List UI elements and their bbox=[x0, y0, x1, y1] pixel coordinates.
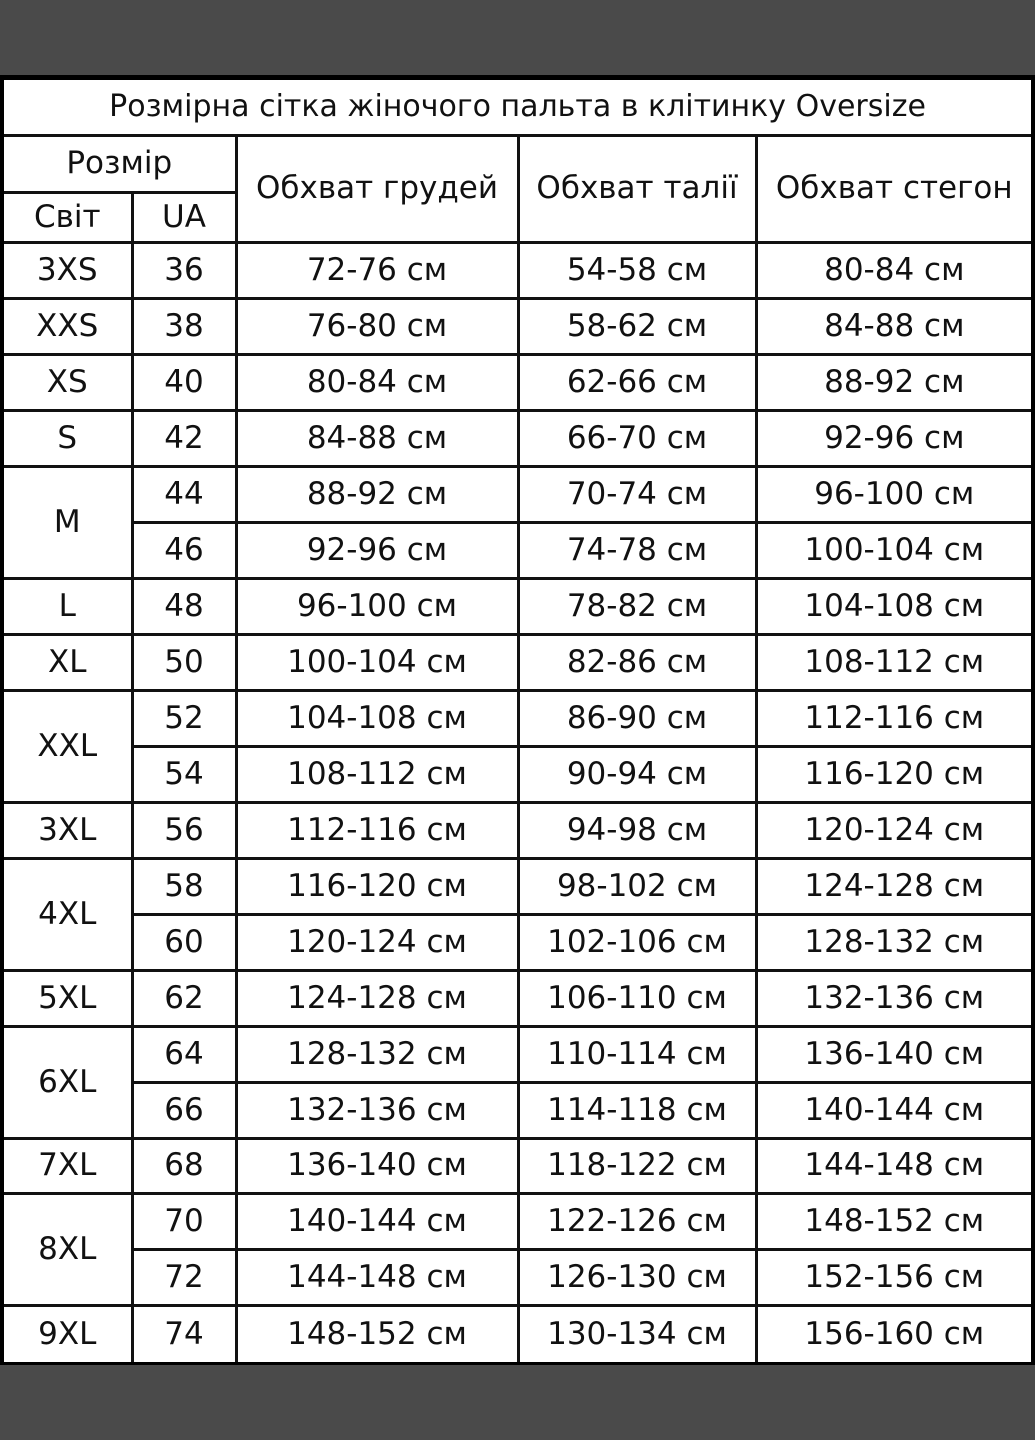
cell-waist: 130-134 см bbox=[518, 1306, 756, 1362]
size-chart-frame bbox=[0, 75, 1035, 1365]
cell-hips: 128-132 см bbox=[756, 914, 1031, 970]
cell-chest: 96-100 см bbox=[236, 578, 518, 634]
size-chart-table bbox=[4, 80, 1031, 1362]
cell-ua-size: 72 bbox=[132, 1250, 236, 1306]
cell-ua-size: 44 bbox=[132, 466, 236, 522]
cell-world-size: 4XL bbox=[4, 858, 132, 970]
header-chest: Обхват грудей bbox=[236, 135, 518, 242]
cell-hips: 120-124 см bbox=[756, 802, 1031, 858]
cell-hips: 140-144 см bbox=[756, 1082, 1031, 1138]
table-row bbox=[4, 970, 1031, 1026]
cell-waist: 126-130 см bbox=[518, 1250, 756, 1306]
cell-ua-size: 54 bbox=[132, 746, 236, 802]
cell-ua-size: 38 bbox=[132, 298, 236, 354]
cell-world-size: L bbox=[4, 578, 132, 634]
header-waist: Обхват талії bbox=[518, 135, 756, 242]
cell-chest: 112-116 см bbox=[236, 802, 518, 858]
cell-ua-size: 42 bbox=[132, 410, 236, 466]
cell-hips: 100-104 см bbox=[756, 522, 1031, 578]
cell-waist: 82-86 см bbox=[518, 634, 756, 690]
cell-world-size: 9XL bbox=[4, 1306, 132, 1362]
cell-hips: 96-100 см bbox=[756, 466, 1031, 522]
cell-world-size: S bbox=[4, 410, 132, 466]
cell-ua-size: 36 bbox=[132, 243, 236, 299]
cell-chest: 108-112 см bbox=[236, 746, 518, 802]
cell-hips: 148-152 см bbox=[756, 1194, 1031, 1250]
cell-ua-size: 56 bbox=[132, 802, 236, 858]
cell-hips: 108-112 см bbox=[756, 634, 1031, 690]
cell-ua-size: 50 bbox=[132, 634, 236, 690]
cell-chest: 140-144 см bbox=[236, 1194, 518, 1250]
cell-waist: 90-94 см bbox=[518, 746, 756, 802]
cell-chest: 124-128 см bbox=[236, 970, 518, 1026]
cell-chest: 80-84 см bbox=[236, 354, 518, 410]
table-row bbox=[4, 1194, 1031, 1250]
table-row bbox=[4, 914, 1031, 970]
cell-waist: 114-118 см bbox=[518, 1082, 756, 1138]
cell-waist: 98-102 см bbox=[518, 858, 756, 914]
cell-ua-size: 40 bbox=[132, 354, 236, 410]
cell-waist: 122-126 см bbox=[518, 1194, 756, 1250]
table-row bbox=[4, 1250, 1031, 1306]
cell-world-size: XXS bbox=[4, 298, 132, 354]
cell-ua-size: 64 bbox=[132, 1026, 236, 1082]
table-row bbox=[4, 578, 1031, 634]
cell-chest: 148-152 см bbox=[236, 1306, 518, 1362]
cell-hips: 84-88 см bbox=[756, 298, 1031, 354]
cell-world-size: XS bbox=[4, 354, 132, 410]
cell-hips: 156-160 см bbox=[756, 1306, 1031, 1362]
table-row bbox=[4, 466, 1031, 522]
cell-chest: 132-136 см bbox=[236, 1082, 518, 1138]
table-row bbox=[4, 634, 1031, 690]
cell-hips: 144-148 см bbox=[756, 1138, 1031, 1194]
cell-world-size: XXL bbox=[4, 690, 132, 802]
header-hips: Обхват стегон bbox=[756, 135, 1031, 242]
cell-world-size: 3XS bbox=[4, 243, 132, 299]
chart-title: Розмірна сітка жіночого пальта в клітинку Oversize bbox=[4, 80, 1031, 135]
cell-chest: 84-88 см bbox=[236, 410, 518, 466]
table-row bbox=[4, 858, 1031, 914]
cell-chest: 76-80 см bbox=[236, 298, 518, 354]
header-ua: UA bbox=[132, 192, 236, 242]
cell-waist: 54-58 см bbox=[518, 243, 756, 299]
table-row bbox=[4, 690, 1031, 746]
cell-world-size: 8XL bbox=[4, 1194, 132, 1306]
cell-waist: 62-66 см bbox=[518, 354, 756, 410]
cell-hips: 112-116 см bbox=[756, 690, 1031, 746]
cell-ua-size: 74 bbox=[132, 1306, 236, 1362]
cell-hips: 88-92 см bbox=[756, 354, 1031, 410]
cell-chest: 144-148 см bbox=[236, 1250, 518, 1306]
cell-waist: 70-74 см bbox=[518, 466, 756, 522]
table-row bbox=[4, 1138, 1031, 1194]
cell-world-size: 7XL bbox=[4, 1138, 132, 1194]
cell-waist: 118-122 см bbox=[518, 1138, 756, 1194]
cell-ua-size: 46 bbox=[132, 522, 236, 578]
cell-chest: 136-140 см bbox=[236, 1138, 518, 1194]
cell-chest: 116-120 см bbox=[236, 858, 518, 914]
size-chart-card bbox=[4, 80, 1031, 1362]
cell-ua-size: 52 bbox=[132, 690, 236, 746]
cell-hips: 92-96 см bbox=[756, 410, 1031, 466]
table-row bbox=[4, 1082, 1031, 1138]
cell-chest: 88-92 см bbox=[236, 466, 518, 522]
cell-chest: 92-96 см bbox=[236, 522, 518, 578]
cell-ua-size: 48 bbox=[132, 578, 236, 634]
cell-ua-size: 62 bbox=[132, 970, 236, 1026]
cell-waist: 66-70 см bbox=[518, 410, 756, 466]
cell-waist: 78-82 см bbox=[518, 578, 756, 634]
header-world: Світ bbox=[4, 192, 132, 242]
cell-waist: 94-98 см bbox=[518, 802, 756, 858]
cell-ua-size: 60 bbox=[132, 914, 236, 970]
cell-hips: 132-136 см bbox=[756, 970, 1031, 1026]
cell-ua-size: 68 bbox=[132, 1138, 236, 1194]
cell-ua-size: 70 bbox=[132, 1194, 236, 1250]
table-row bbox=[4, 802, 1031, 858]
cell-chest: 72-76 см bbox=[236, 243, 518, 299]
cell-chest: 128-132 см bbox=[236, 1026, 518, 1082]
table-row bbox=[4, 243, 1031, 299]
cell-chest: 100-104 см bbox=[236, 634, 518, 690]
cell-hips: 116-120 см bbox=[756, 746, 1031, 802]
cell-waist: 58-62 см bbox=[518, 298, 756, 354]
cell-hips: 80-84 см bbox=[756, 243, 1031, 299]
cell-waist: 110-114 см bbox=[518, 1026, 756, 1082]
cell-world-size: M bbox=[4, 466, 132, 578]
cell-ua-size: 66 bbox=[132, 1082, 236, 1138]
cell-hips: 104-108 см bbox=[756, 578, 1031, 634]
table-row bbox=[4, 354, 1031, 410]
cell-hips: 136-140 см bbox=[756, 1026, 1031, 1082]
cell-ua-size: 58 bbox=[132, 858, 236, 914]
cell-chest: 104-108 см bbox=[236, 690, 518, 746]
cell-chest: 120-124 см bbox=[236, 914, 518, 970]
cell-hips: 152-156 см bbox=[756, 1250, 1031, 1306]
table-row bbox=[4, 298, 1031, 354]
cell-world-size: 3XL bbox=[4, 802, 132, 858]
table-row bbox=[4, 1026, 1031, 1082]
cell-waist: 74-78 см bbox=[518, 522, 756, 578]
cell-waist: 102-106 см bbox=[518, 914, 756, 970]
table-row bbox=[4, 1306, 1031, 1362]
header-size: Розмір bbox=[4, 135, 236, 192]
cell-hips: 124-128 см bbox=[756, 858, 1031, 914]
cell-world-size: 6XL bbox=[4, 1026, 132, 1138]
cell-waist: 86-90 см bbox=[518, 690, 756, 746]
cell-world-size: XL bbox=[4, 634, 132, 690]
table-row bbox=[4, 410, 1031, 466]
table-row bbox=[4, 522, 1031, 578]
cell-waist: 106-110 см bbox=[518, 970, 756, 1026]
cell-world-size: 5XL bbox=[4, 970, 132, 1026]
table-row bbox=[4, 746, 1031, 802]
